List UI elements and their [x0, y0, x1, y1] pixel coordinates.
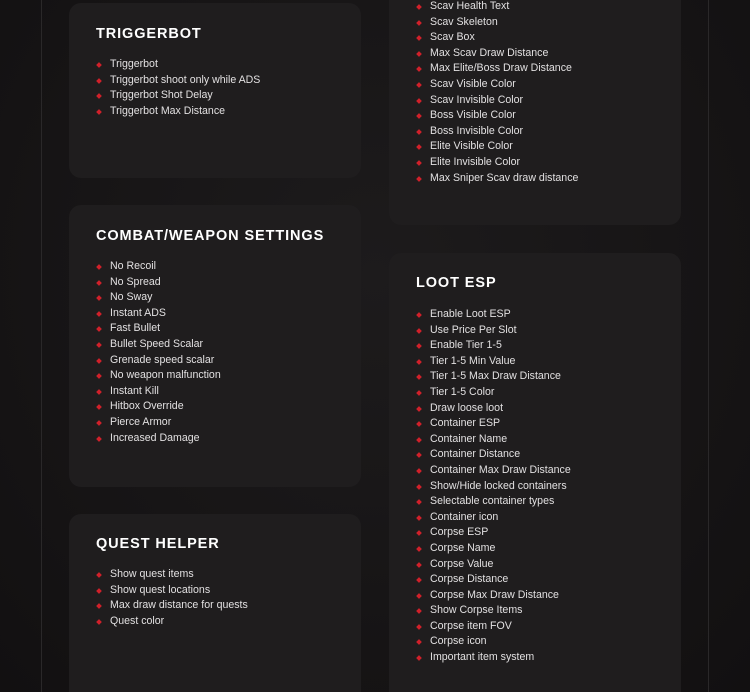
list-item	[416, 77, 578, 93]
list-item-label: Selectable container types	[430, 495, 555, 508]
list-item-label: Corpse Value	[430, 557, 494, 570]
red-diamond-bullet-icon	[416, 640, 422, 646]
list-item-label: Enable Tier 1-5	[430, 339, 502, 352]
list-item-label: Tier 1-5 Min Value	[430, 354, 516, 367]
list-item-label: Triggerbot Shot Delay	[110, 89, 213, 102]
list-item-label: Corpse item FOV	[430, 619, 512, 632]
list-item	[96, 614, 248, 630]
list-item	[96, 73, 260, 89]
list-item-label: Boss Invisible Color	[430, 124, 524, 137]
list-item	[416, 416, 571, 432]
red-diamond-bullet-icon	[96, 327, 102, 333]
quest-feature-list	[96, 567, 248, 629]
list-item	[96, 306, 221, 322]
red-diamond-bullet-icon	[416, 484, 422, 490]
red-diamond-bullet-icon	[416, 176, 422, 182]
red-diamond-bullet-icon	[96, 109, 102, 115]
list-item	[416, 385, 571, 401]
list-item	[416, 634, 571, 650]
red-diamond-bullet-icon	[96, 78, 102, 84]
list-item	[416, 479, 571, 495]
list-item-label: Corpse Name	[430, 541, 496, 554]
list-item	[416, 46, 578, 62]
red-diamond-bullet-icon	[416, 562, 422, 568]
list-item-label: Corpse ESP	[430, 526, 489, 539]
list-item	[96, 399, 221, 415]
list-item-label: Scav Visible Color	[430, 77, 516, 90]
list-item	[416, 557, 571, 573]
list-item	[96, 104, 260, 120]
red-diamond-bullet-icon	[416, 608, 422, 614]
right-divider-line	[708, 0, 709, 692]
list-item-label: Draw loose loot	[430, 401, 504, 414]
triggerbot-feature-list	[96, 57, 260, 119]
list-item	[416, 108, 578, 124]
quest-helper-card	[69, 514, 361, 692]
list-item-label: Triggerbot	[110, 58, 158, 70]
list-item	[416, 401, 571, 417]
list-item	[416, 139, 578, 155]
list-item	[96, 88, 260, 104]
list-item-label: Instant ADS	[110, 306, 166, 319]
red-diamond-bullet-icon	[416, 82, 422, 88]
red-diamond-bullet-icon	[416, 468, 422, 474]
list-item	[416, 447, 571, 463]
list-item	[416, 0, 578, 15]
red-diamond-bullet-icon	[416, 4, 422, 10]
list-item-label: Enable Loot ESP	[430, 308, 511, 320]
red-diamond-bullet-icon	[96, 62, 102, 68]
list-item	[416, 494, 571, 510]
list-item	[96, 583, 248, 599]
red-diamond-bullet-icon	[416, 129, 422, 135]
list-item	[416, 619, 571, 635]
combat-weapon-settings-card	[69, 205, 361, 487]
red-diamond-bullet-icon	[416, 98, 422, 104]
red-diamond-bullet-icon	[416, 343, 422, 349]
list-item-label: Scav Box	[430, 31, 475, 44]
list-item-label: Triggerbot shoot only while ADS	[110, 73, 261, 86]
red-diamond-bullet-icon	[416, 35, 422, 41]
red-diamond-bullet-icon	[416, 624, 422, 630]
list-item-label: Scav Skeleton	[430, 15, 498, 28]
list-item-label: Fast Bullet	[110, 322, 161, 335]
list-item-label: Corpse Distance	[430, 573, 509, 586]
list-item-label: No weapon malfunction	[110, 369, 221, 382]
list-item-label: Show/Hide locked containers	[430, 479, 567, 492]
list-item	[416, 338, 571, 354]
list-item-label: Elite Visible Color	[430, 140, 513, 153]
list-item-label: Container Distance	[430, 448, 521, 461]
scav-feature-list	[416, 0, 578, 186]
list-item	[416, 155, 578, 171]
list-item	[416, 124, 578, 140]
combat-feature-list	[96, 259, 221, 446]
red-diamond-bullet-icon	[416, 453, 422, 459]
red-diamond-bullet-icon	[96, 588, 102, 594]
red-diamond-bullet-icon	[96, 420, 102, 426]
list-item-label: Instant Kill	[110, 384, 159, 397]
list-item	[96, 567, 248, 583]
red-diamond-bullet-icon	[96, 311, 102, 317]
red-diamond-bullet-icon	[416, 655, 422, 661]
list-item	[416, 510, 571, 526]
list-item	[96, 337, 221, 353]
combat-weapon-settings-title: COMBAT/WEAPON SETTINGS	[96, 228, 325, 244]
loot-feature-list	[416, 307, 571, 666]
list-item	[416, 61, 578, 77]
red-diamond-bullet-icon	[96, 264, 102, 270]
list-item-label: Container icon	[430, 510, 499, 523]
list-item-label: No Sway	[110, 291, 153, 304]
red-diamond-bullet-icon	[416, 499, 422, 505]
triggerbot-card	[69, 3, 361, 178]
red-diamond-bullet-icon	[416, 375, 422, 381]
list-item-label: Corpse icon	[430, 635, 487, 648]
list-item-label: Use Price Per Slot	[430, 323, 517, 336]
list-item	[96, 321, 221, 337]
list-item	[416, 323, 571, 339]
list-item	[416, 171, 578, 187]
red-diamond-bullet-icon	[416, 421, 422, 427]
list-item	[416, 603, 571, 619]
red-diamond-bullet-icon	[96, 373, 102, 379]
list-item-label: Tier 1-5 Color	[430, 385, 495, 398]
list-item	[416, 432, 571, 448]
red-diamond-bullet-icon	[96, 93, 102, 99]
list-item-label: Bullet Speed Scalar	[110, 337, 204, 350]
list-item	[96, 415, 221, 431]
red-diamond-bullet-icon	[96, 358, 102, 364]
red-diamond-bullet-icon	[416, 390, 422, 396]
red-diamond-bullet-icon	[96, 436, 102, 442]
red-diamond-bullet-icon	[416, 359, 422, 365]
quest-helper-title: QUEST HELPER	[96, 536, 220, 552]
list-item-label: Container Max Draw Distance	[430, 463, 571, 476]
red-diamond-bullet-icon	[416, 577, 422, 583]
red-diamond-bullet-icon	[416, 20, 422, 26]
red-diamond-bullet-icon	[416, 160, 422, 166]
red-diamond-bullet-icon	[416, 437, 422, 443]
red-diamond-bullet-icon	[96, 342, 102, 348]
list-item-label: Increased Damage	[110, 431, 200, 444]
list-item-label: Max Elite/Boss Draw Distance	[430, 62, 572, 75]
list-item	[416, 15, 578, 31]
red-diamond-bullet-icon	[416, 67, 422, 73]
red-diamond-bullet-icon	[416, 312, 422, 318]
list-item	[416, 541, 571, 557]
list-item	[416, 354, 571, 370]
list-item-label: No Spread	[110, 275, 161, 288]
red-diamond-bullet-icon	[96, 389, 102, 395]
list-item	[96, 275, 221, 291]
list-item-label: Hitbox Override	[110, 400, 184, 413]
list-item	[96, 431, 221, 447]
list-item-label: Container Name	[430, 432, 508, 445]
list-item-label: Pierce Armor	[110, 415, 172, 428]
list-item	[416, 650, 571, 666]
red-diamond-bullet-icon	[96, 280, 102, 286]
list-item-label: Container ESP	[430, 417, 501, 430]
list-item-label: Show quest items	[110, 568, 194, 580]
list-item-label: Show Corpse Items	[430, 604, 523, 617]
red-diamond-bullet-icon	[96, 572, 102, 578]
list-item	[416, 525, 571, 541]
red-diamond-bullet-icon	[416, 515, 422, 521]
red-diamond-bullet-icon	[416, 406, 422, 412]
left-divider-line	[41, 0, 42, 692]
list-item	[96, 290, 221, 306]
red-diamond-bullet-icon	[416, 145, 422, 151]
list-item	[96, 384, 221, 400]
list-item-label: Triggerbot Max Distance	[110, 104, 226, 117]
list-item-label: Elite Invisible Color	[430, 155, 521, 168]
list-item	[96, 368, 221, 384]
list-item	[96, 598, 248, 614]
red-diamond-bullet-icon	[416, 593, 422, 599]
list-item-label: Scav Health Text	[430, 0, 510, 12]
list-item	[416, 463, 571, 479]
list-item-label: Boss Visible Color	[430, 109, 516, 122]
red-diamond-bullet-icon	[416, 113, 422, 119]
list-item-label: Scav Invisible Color	[430, 93, 524, 106]
red-diamond-bullet-icon	[96, 295, 102, 301]
list-item-label: No Recoil	[110, 260, 156, 272]
red-diamond-bullet-icon	[416, 546, 422, 552]
list-item-label: Max Scav Draw Distance	[430, 46, 549, 59]
list-item	[416, 307, 571, 323]
loot-esp-title: LOOT ESP	[416, 275, 497, 291]
red-diamond-bullet-icon	[416, 51, 422, 57]
list-item	[416, 30, 578, 46]
list-item	[96, 57, 260, 73]
list-item-label: Important item system	[430, 651, 535, 664]
list-item	[96, 259, 221, 275]
list-item	[416, 369, 571, 385]
list-item	[96, 353, 221, 369]
red-diamond-bullet-icon	[96, 405, 102, 411]
red-diamond-bullet-icon	[96, 603, 102, 609]
red-diamond-bullet-icon	[416, 328, 422, 334]
list-item-label: Max Sniper Scav draw distance	[430, 171, 579, 184]
list-item-label: Show quest locations	[110, 583, 211, 596]
scav-esp-card	[389, 0, 681, 225]
triggerbot-title: TRIGGERBOT	[96, 26, 202, 42]
list-item	[416, 93, 578, 109]
red-diamond-bullet-icon	[416, 530, 422, 536]
red-diamond-bullet-icon	[96, 619, 102, 625]
list-item-label: Grenade speed scalar	[110, 353, 215, 366]
list-item-label: Max draw distance for quests	[110, 599, 248, 612]
loot-esp-card	[389, 253, 681, 692]
list-item-label: Quest color	[110, 614, 165, 627]
list-item	[416, 588, 571, 604]
list-item-label: Tier 1-5 Max Draw Distance	[430, 370, 561, 383]
list-item-label: Corpse Max Draw Distance	[430, 588, 559, 601]
list-item	[416, 572, 571, 588]
